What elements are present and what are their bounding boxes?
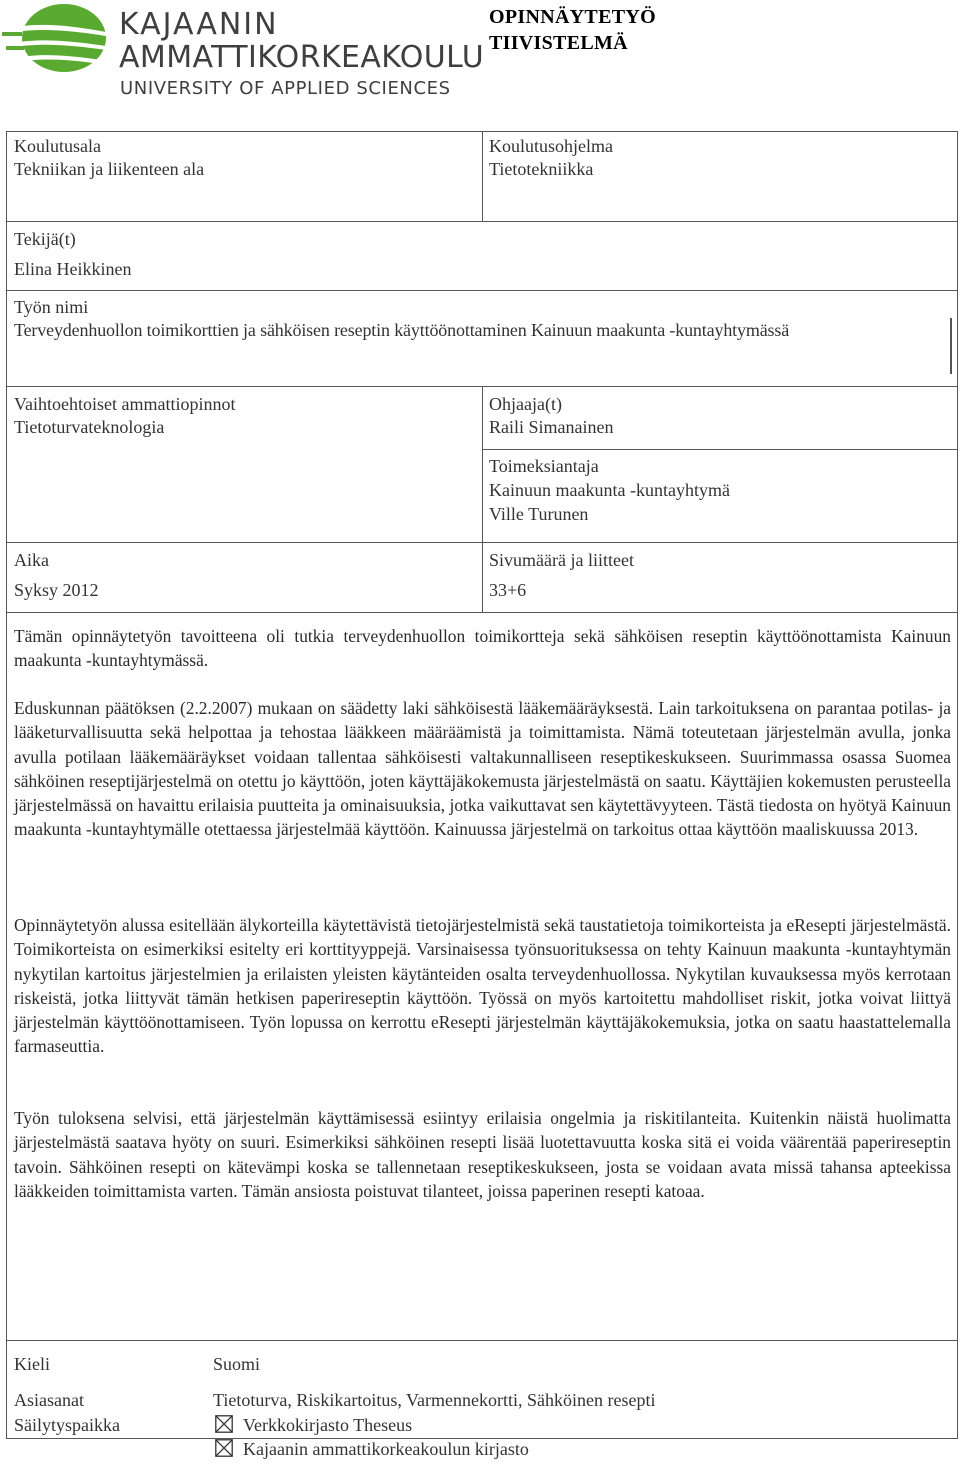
sailytyspaikka-label: Säilytyspaikka — [14, 1415, 120, 1435]
aika-label: Aika — [14, 550, 49, 570]
koulutusohjelma-value: Tietotekniikka — [489, 159, 594, 179]
toimeksiantaja-value-1: Kainuun maakunta -kuntayhtymä — [489, 480, 730, 500]
logo-line-3: UNIVERSITY OF APPLIED SCIENCES — [120, 78, 451, 99]
koulutusohjelma-label: Koulutusohjelma — [489, 136, 613, 156]
asiasanat-label: Asiasanat — [14, 1390, 84, 1410]
kieli-label: Kieli — [14, 1354, 50, 1374]
vaihtoehtoiset-value: Tietoturvateknologia — [14, 417, 165, 437]
tyon-nimi-value: Terveydenhuollon toimikorttien ja sähköisen reseptin käyttöönottaminen Kainuun maakunta -kuntayhtymässä — [14, 320, 790, 340]
ohjaaja-value: Raili Simanainen — [489, 417, 614, 437]
asiasanat-value: Tietoturva, Riskikartoitus, Varmennekortti, Sähköinen resepti — [213, 1390, 656, 1410]
checked-checkbox-icon — [215, 1439, 233, 1457]
sivumaara-value: 33+6 — [489, 580, 527, 600]
abstract-paragraph-1: Tämän opinnäytetyön tavoitteena oli tutkia terveydenhuollon toimikortteja sekä sähköisen reseptin käyttöönottamista Kainuun maakunta -kuntayhtymässä. — [14, 626, 951, 671]
sailytys-kirjasto: Kajaanin ammattikorkeakoulun kirjasto — [243, 1439, 529, 1459]
logo-line-2: AMMATTIKORKEAKOULU — [119, 40, 485, 75]
ohjaaja-label: Ohjaaja(t) — [489, 394, 562, 414]
tyon-nimi-label: Työn nimi — [14, 297, 89, 317]
vaihtoehtoiset-label: Vaihtoehtoiset ammattiopinnot — [14, 394, 236, 414]
abstract-paragraph-3: Opinnäytetyön alussa esitellään älykorteilla käytettävistä tietojärjestelmistä sekä taustatietoja toimikorteista ja eResepti järjestelmästä. Toimikorteista on esimerkiksi esitelty eri korttityyppejä. Varsinaisessa työnsuorituksessa on tehty Kainuun maakunta -kuntayhtymän nykytilan kartoitus järjestelmien ja erilaisten yleisten käytänteiden osalta terveydenhuollossa. Nykytilan kuvauksessa myös kerrotaan riskeistä, jotka liittyvät tämän hetkisen paperireseptin käyttöön. Työssä on myös kartoitettu mahdolliset riskit, jotka voivat liittyä järjestelmän käyttöönottamiseen. Työn lopussa on kerrottu eResepti järjestelmän käyttäjäkokemuksia, jotka on saatu haastattelemalla farmaseuttia. — [14, 915, 951, 1057]
sailytys-theseus: Verkkokirjasto Theseus — [243, 1415, 413, 1435]
checked-checkbox-icon — [215, 1415, 233, 1433]
koulutusala-value: Tekniikan ja liikenteen ala — [14, 159, 205, 179]
abstract-paragraph-4: Työn tuloksena selvisi, että järjestelmän käyttämisessä esiintyy erilaisia ongelmia ja riskitilanteita. Kuitenkin näistä huolimatta järjestelmästä saatava hyöty on suuri. Esimerkiksi sähköinen resepti lisää luotettavuutta koska sitä ei voida väärentää paperireseptin tavoin. Sähköinen resepti on kätevämpi koska se tallennetaan reseptikeskukseen, josta se voidaan avata missä tahansa apteekissa lääkkeiden toimittamista varten. Tämän ansiosta poistuvat tilanteet, joissa paperinen resepti katoaa. — [14, 1108, 951, 1201]
kieli-value: Suomi — [213, 1354, 261, 1374]
logo-mark-icon — [2, 2, 108, 82]
logo-line-1: KAJAANIN — [119, 7, 279, 42]
toimeksiantaja-label: Toimeksiantaja — [489, 456, 599, 476]
tekija-value: Elina Heikkinen — [14, 259, 132, 279]
tekija-label: Tekijä(t) — [14, 229, 76, 249]
koulutusala-label: Koulutusala — [14, 136, 101, 156]
document-title — [489, 4, 656, 56]
abstract-paragraph-2: Eduskunnan päätöksen (2.2.2007) mukaan on säädetty laki sähköisestä lääkemääräyksestä. Lain tarkoituksena on parantaa potilas- ja lääketurvallisuutta sekä helpottaa ja tehostaa lääkkeen määräämistä ja toimittamista. Nämä toteutetaan järjestelmän avulla, jonka avulla potilaan lääkemääräykset voidaan tallentaa sähköisesti valtakunnalliseen reseptikeskukseen. Suurimmassa osassa Suomea sähköinen reseptijärjestelmä on otettu jo käyttöön, joten käyttäjäkokemusta järjestelmästä on saatu. Käyttäjien kokemusten perusteella järjestelmässä on havaittu erilaisia puutteita ja ominaisuuksia, jotka vaikuttavat sen käytettävyyteen. Tästä tiedosta on hyötyä Kainuun maakunta -kuntayhtymälle otettaessa järjestelmää käyttöön. Kainuussa järjestelmä on tarkoitus ottaa käyttöön maaliskuussa 2013. — [14, 698, 951, 840]
sivumaara-label: Sivumäärä ja liitteet — [489, 550, 634, 570]
toimeksiantaja-value-2: Ville Turunen — [489, 504, 589, 524]
document-title-line-2: TIIVISTELMÄ — [489, 32, 628, 54]
aika-value: Syksy 2012 — [14, 580, 99, 600]
document-title-line-1: OPINNÄYTETYÖ — [489, 6, 656, 28]
